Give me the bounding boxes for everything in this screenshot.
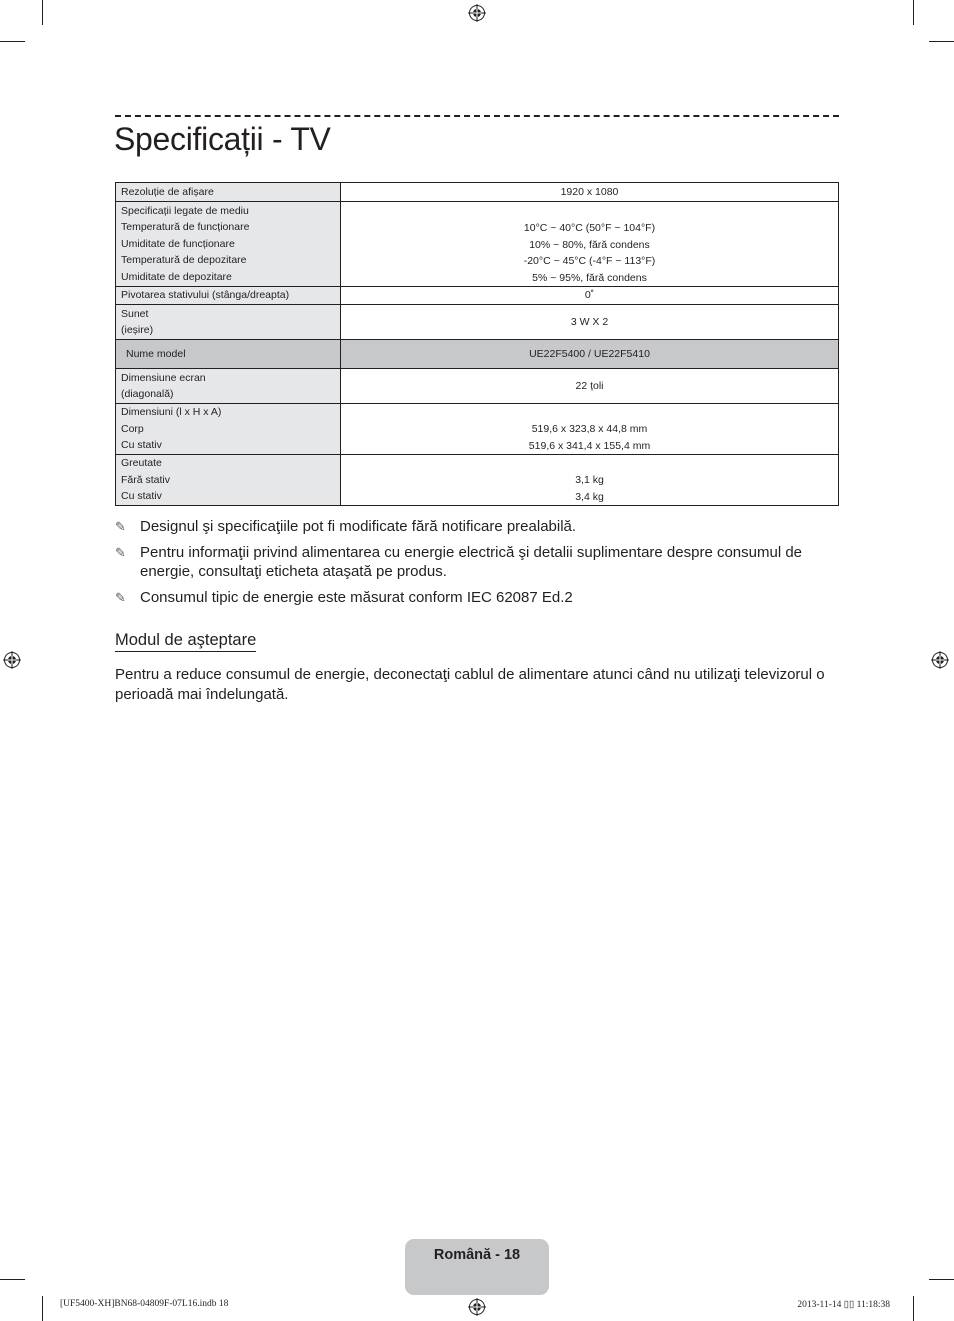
table-row <box>116 369 839 404</box>
registration-mark-icon <box>468 1298 486 1316</box>
crop-mark <box>929 1279 954 1280</box>
spec-value: UE22F5400 / UE22F5410 <box>341 340 839 369</box>
spec-value: 519,6 x 323,8 x 44,8 mm 519,6 x 341,4 x 155,4 mm <box>341 404 839 455</box>
spec-label: Nume model <box>116 340 341 369</box>
crop-mark <box>0 1279 25 1280</box>
note-item <box>115 543 839 582</box>
table-row <box>116 287 839 305</box>
standby-text: Pentru a reduce consumul de energie, deconectaţi cablul de alimentare atunci când nu utilizaţi televizorul o perioadă mai îndelungată. <box>115 666 825 703</box>
spec-value: 3,1 kg 3,4 kg <box>341 455 839 506</box>
crop-mark <box>42 1296 43 1321</box>
title-divider <box>115 115 839 117</box>
spec-value: 3 W X 2 <box>341 305 839 340</box>
standby-heading: Modul de aşteptare <box>115 631 256 652</box>
note-item <box>115 517 839 537</box>
spec-value: 1920 x 1080 <box>341 183 839 202</box>
pencil-note-icon: ✎ <box>115 519 126 534</box>
registration-mark-icon <box>3 651 21 669</box>
spec-label: Sunet (ieșire) <box>116 305 341 340</box>
print-timestamp: 2013-11-14 ▯▯ 11:18:38 <box>797 1300 890 1310</box>
file-slug: [UF5400-XH]BN68-04809F-07L16.indb 18 <box>60 1299 229 1309</box>
pencil-note-icon: ✎ <box>115 544 126 560</box>
page-number-tab: Română - 18 <box>405 1239 549 1295</box>
table-row <box>116 455 839 506</box>
table-row-highlighted <box>116 340 839 369</box>
notes-list <box>115 517 839 613</box>
registration-mark-icon <box>468 4 486 22</box>
page-title: Specificații - TV <box>114 121 331 157</box>
note-item <box>115 588 839 608</box>
spec-label: Dimensiuni (l x H x A) Corp Cu stativ <box>116 404 341 455</box>
table-row <box>116 202 839 287</box>
crop-mark <box>913 1296 914 1321</box>
spec-table <box>115 182 839 506</box>
crop-mark <box>0 41 25 42</box>
pencil-note-icon: ✎ <box>115 589 126 605</box>
note-text: Pentru informaţii privind alimentarea cu energie electrică şi detalii suplimentare despre consumul de energie, consultaţi eticheta ataşată pe produs. <box>140 543 802 580</box>
spec-value: 22 țoli <box>341 369 839 404</box>
note-text: Consumul tipic de energie este măsurat conform IEC 62087 Ed.2 <box>140 588 573 606</box>
table-row <box>116 305 839 340</box>
registration-mark-icon <box>931 651 949 669</box>
table-row <box>116 183 839 202</box>
note-text: Designul şi specificaţiile pot fi modificate fără notificare prealabilă. <box>140 518 577 535</box>
crop-mark <box>42 0 43 25</box>
spec-label: Pivotarea stativului (stânga/dreapta) <box>116 287 341 305</box>
table-row <box>116 404 839 455</box>
spec-label: Rezoluție de afișare <box>116 183 341 202</box>
crop-mark <box>929 41 954 42</box>
spec-label: Dimensiune ecran (diagonală) <box>116 369 341 404</box>
spec-value: 10°C ~ 40°C (50°F ~ 104°F) 10% ~ 80%, fără condens -20°C ~ 45°C (-4°F ~ 113°F) 5% ~ 95%, fără condens <box>341 202 839 287</box>
spec-label: Specificații legate de mediu Temperatură de funcționare Umiditate de funcționare Temperatură de depozitare Umiditate de depozitare <box>116 202 341 287</box>
spec-label: Greutate Fără stativ Cu stativ <box>116 455 341 506</box>
spec-value: 0˚ <box>341 287 839 305</box>
crop-mark <box>913 0 914 25</box>
